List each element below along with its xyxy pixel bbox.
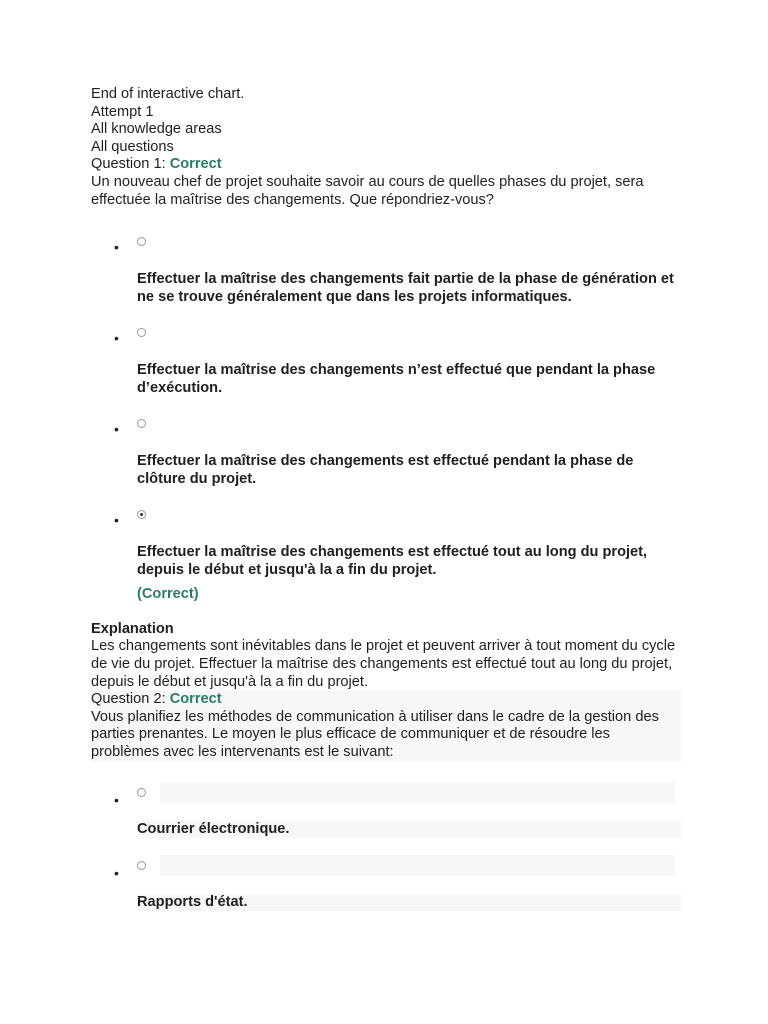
question-1-prefix: Question 1: [91,156,170,173]
option-shade-bar [160,782,675,803]
explanation-title: Explanation [91,620,174,637]
q2-option-2-text: Rapports d'état. [137,894,681,912]
header-line-attempt: Attempt 1 [91,103,154,120]
question-1-text: Un nouveau chef de projet souhaite savoir au cours de quelles phases du projet, sera effectuée la maîtrise des changements. Que répondriez-vous? [91,173,644,208]
bullet-icon: • [114,512,119,529]
q1-option-4-text: Effectuer la maîtrise des changements est effectué tout au long du projet, depuis le début et jusqu'à la a fin du projet. [137,544,648,578]
q2-option-1-text: Courrier électronique. [137,821,681,839]
question-2-text: Vous planifiez les méthodes de communication à utiliser dans le cadre de la gestion des parties prenantes. Le moyen le plus efficace de communiquer et de résoudre les problèmes avec les intervenants est le suivant: [91,708,659,760]
bullet-icon: • [114,421,119,438]
radio-button-selected[interactable] [137,510,146,519]
header-line-chart-end: End of interactive chart. [91,86,245,102]
q1-option-2[interactable] [91,320,681,411]
option-shade-bar [160,855,675,876]
radio-button[interactable] [137,328,146,337]
bullet-icon: • [114,330,119,347]
bullet-icon: • [114,791,119,808]
question-2-block [91,691,681,761]
explanation-text: Les changements sont inévitables dans le projet et peuvent arriver à tout moment du cycle de vie du projet. Effectuer la maîtrise des changements est effectué tout au long du projet, depuis le début et jusqu'à la a fin du projet. [91,638,676,690]
header-line-knowledge-areas: All knowledge areas [91,121,222,138]
quiz-review [91,86,681,915]
question-2-heading [91,691,681,709]
question-2-options [91,782,681,915]
q1-option-3[interactable] [91,411,681,502]
q1-option-3-text: Effectuer la maîtrise des changements est effectué pendant la phase de clôture du projet. [137,453,634,487]
q1-option-4[interactable] [91,502,681,586]
question-1-heading [91,156,681,174]
header-line-questions: All questions [91,138,174,155]
radio-button[interactable] [137,788,146,797]
q1-feedback-correct: (Correct) [137,586,199,603]
radio-button[interactable] [137,419,146,428]
q2-option-1[interactable] [91,782,681,855]
bullet-icon: • [114,239,119,256]
question-1-status: Correct [169,156,222,173]
question-2-prefix: Question 2: [91,691,170,708]
radio-button[interactable] [137,237,146,246]
q1-option-1-text: Effectuer la maîtrise des changements fait partie de la phase de génération et ne se trouve généralement que dans les projets informatiques. [137,271,674,305]
question-1-options [91,229,681,586]
question-2-status: Correct [169,691,222,708]
radio-button[interactable] [137,861,146,870]
q1-option-1[interactable] [91,229,681,320]
bullet-icon: • [114,864,119,881]
q1-option-2-text: Effectuer la maîtrise des changements n’est effectué que pendant la phase d’exécution. [137,362,656,396]
q2-option-2[interactable] [91,855,681,915]
